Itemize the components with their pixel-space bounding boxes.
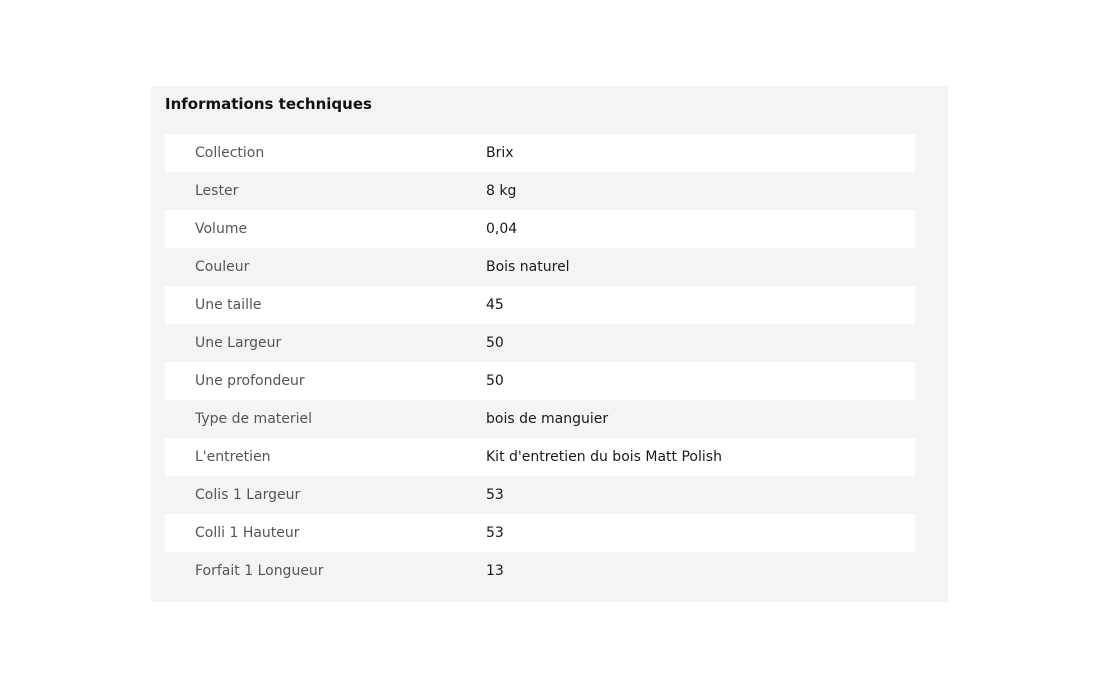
spec-row	[165, 552, 915, 590]
spec-row	[165, 438, 915, 476]
spec-value: 0,04	[486, 221, 518, 237]
spec-row	[165, 476, 915, 514]
spec-row	[165, 134, 915, 172]
spec-label: Type de materiel	[195, 411, 313, 427]
spec-value: Kit d'entretien du bois Matt Polish	[486, 449, 722, 465]
spec-value: 50	[486, 373, 504, 389]
spec-label: Collection	[195, 145, 265, 161]
spec-label: Colis 1 Largeur	[195, 487, 301, 503]
spec-value: 53	[486, 487, 504, 503]
section-title: Informations techniques	[165, 95, 372, 113]
spec-label: Forfait 1 Longueur	[195, 563, 324, 579]
spec-row	[165, 514, 915, 552]
spec-row	[165, 324, 915, 362]
spec-value: bois de manguier	[486, 411, 609, 427]
spec-row	[165, 362, 915, 400]
spec-table	[165, 134, 915, 590]
spec-value: 13	[486, 563, 504, 579]
spec-row	[165, 286, 915, 324]
spec-label: Une Largeur	[195, 335, 282, 351]
spec-label: Colli 1 Hauteur	[195, 525, 300, 541]
spec-value: 8 kg	[486, 183, 517, 199]
spec-row	[165, 248, 915, 286]
spec-label: Lester	[195, 183, 239, 199]
spec-value: 53	[486, 525, 504, 541]
spec-value: 45	[486, 297, 504, 313]
spec-table-body	[165, 134, 915, 590]
spec-label: Une taille	[195, 297, 262, 313]
spec-value: Bois naturel	[486, 259, 570, 275]
spec-label: Couleur	[195, 259, 250, 275]
spec-label: L'entretien	[195, 449, 271, 465]
spec-row	[165, 210, 915, 248]
spec-row	[165, 172, 915, 210]
spec-label: Volume	[195, 221, 248, 237]
spec-value: Brix	[486, 145, 514, 161]
spec-value: 50	[486, 335, 504, 351]
spec-row	[165, 400, 915, 438]
spec-label: Une profondeur	[195, 373, 305, 389]
technical-info-panel	[151, 86, 948, 602]
